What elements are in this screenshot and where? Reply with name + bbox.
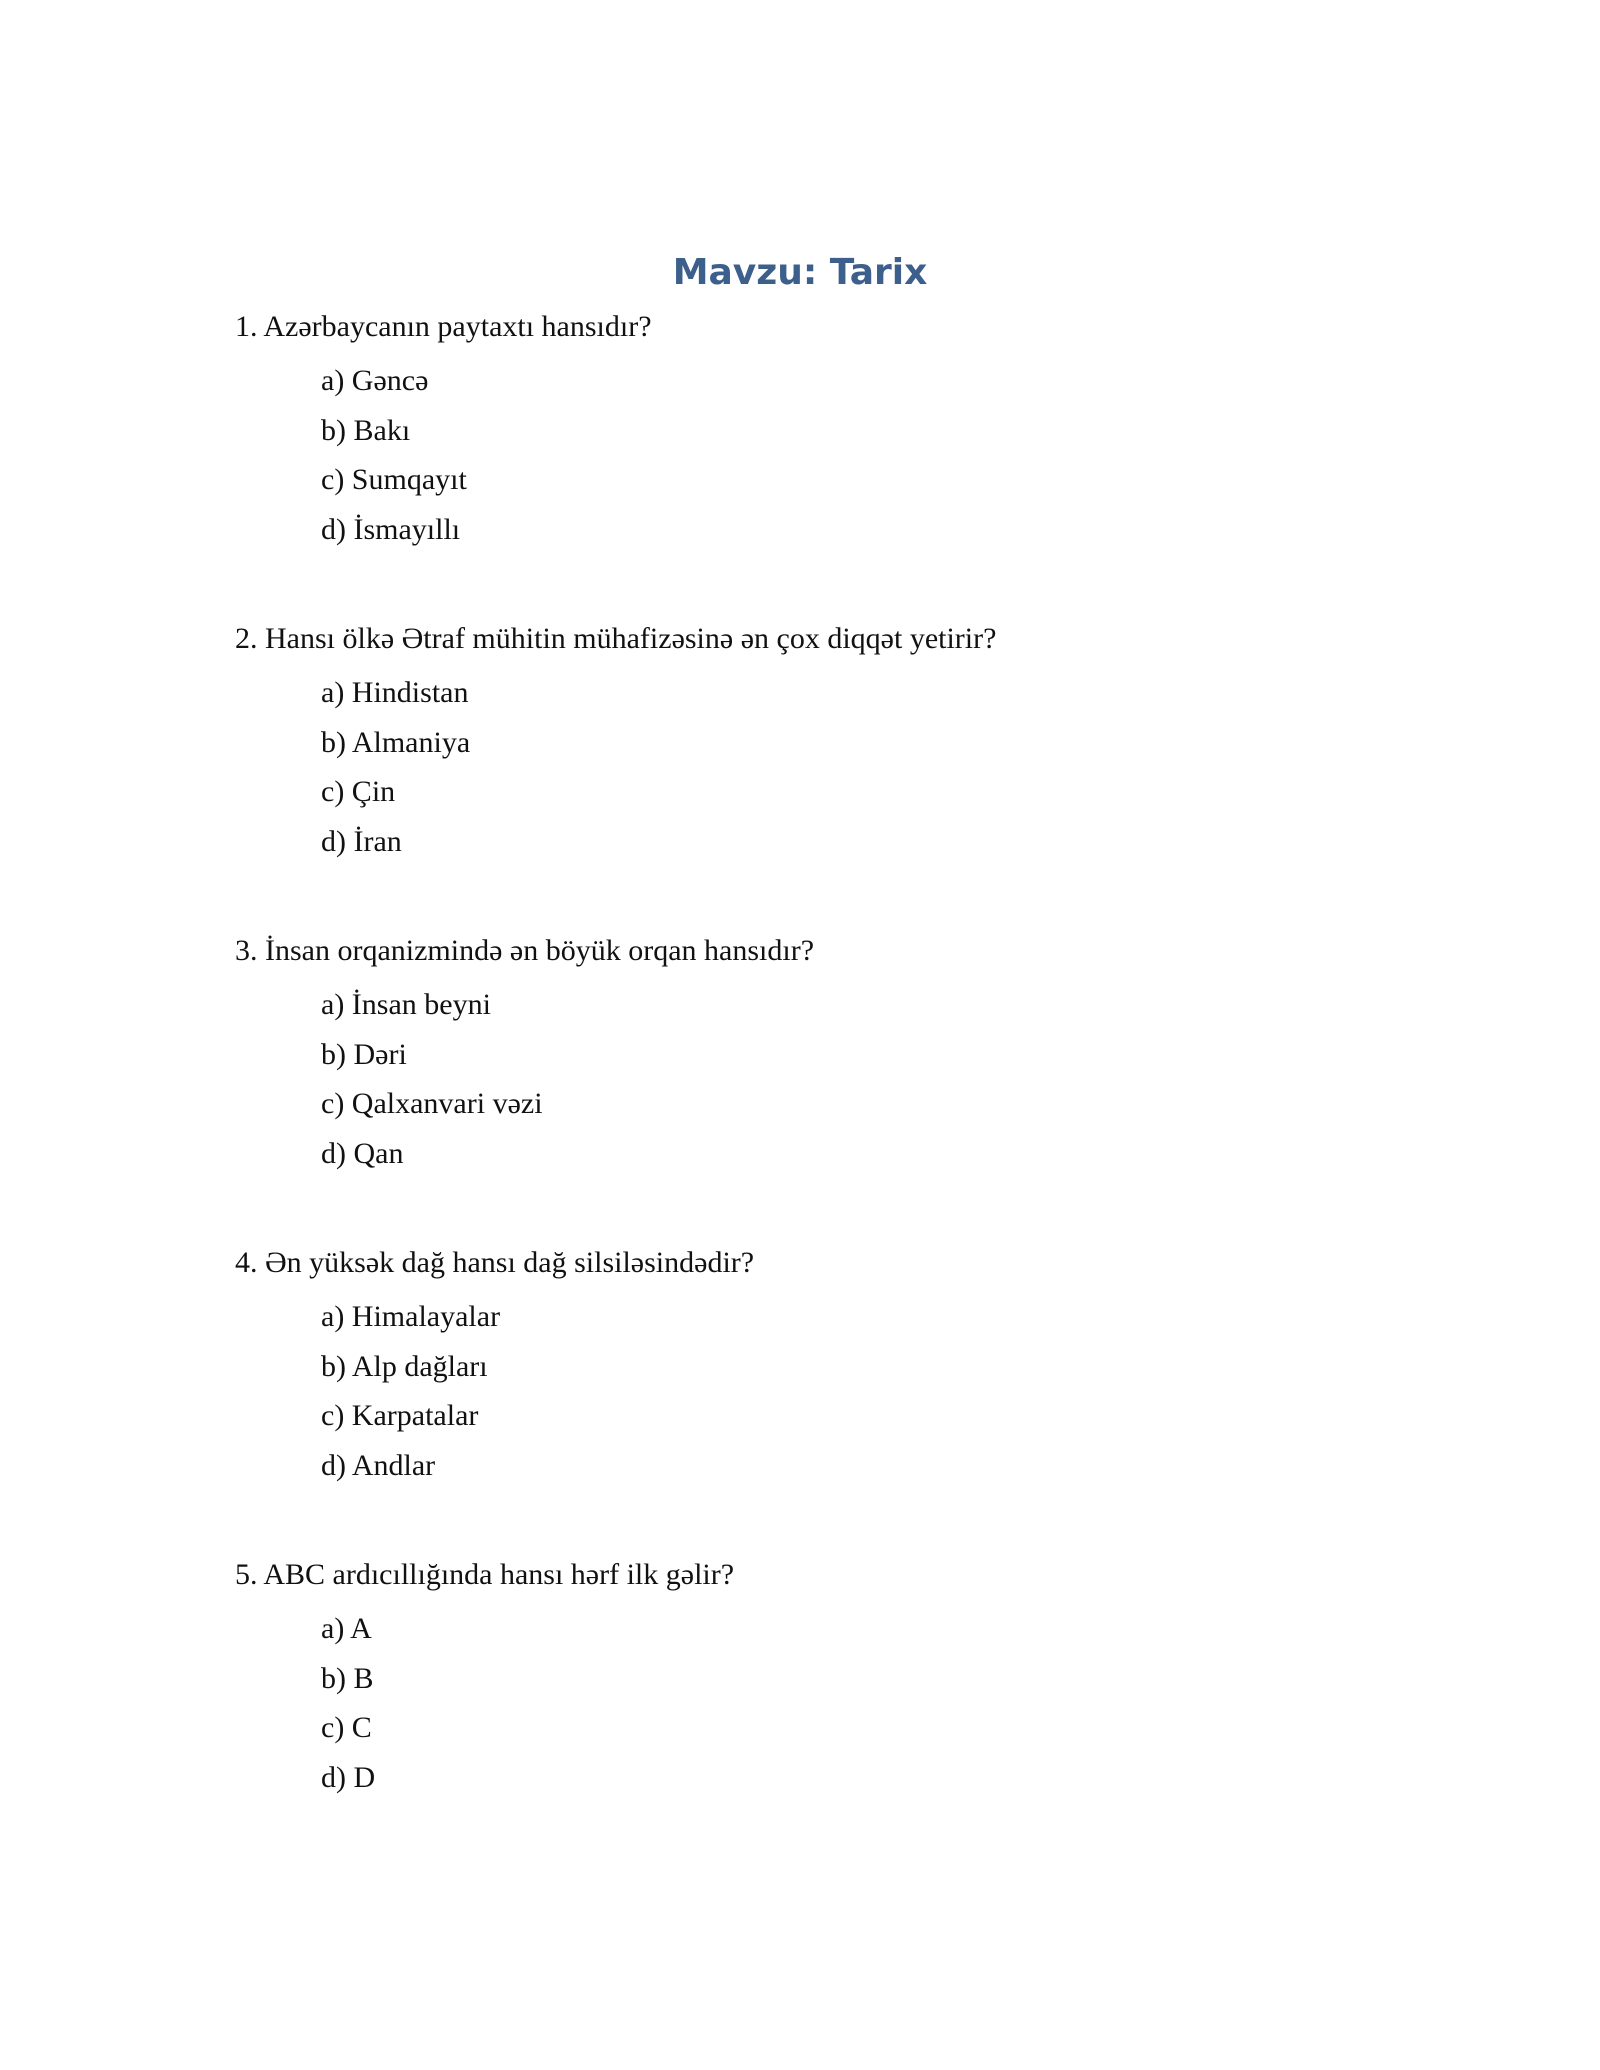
answer-option: a) Gəncə (321, 364, 429, 397)
answer-option: c) Çin (321, 775, 396, 808)
answer-option: c) Karpatalar (321, 1399, 479, 1432)
question-item (235, 306, 1435, 554)
question-item (235, 1242, 1435, 1490)
answer-option: b) Alp dağları (321, 1349, 488, 1383)
question-text: 3. İnsan orqanizmində ən böyük orqan hansıdır? (235, 934, 815, 967)
answer-options (235, 356, 1435, 554)
answer-option: a) A (321, 1612, 372, 1645)
answer-option: a) İnsan beyni (321, 988, 491, 1021)
question-list (235, 306, 1435, 1866)
answer-options (235, 1292, 1435, 1490)
answer-option: d) Andlar (321, 1448, 436, 1482)
answer-option: a) Himalayalar (321, 1300, 501, 1333)
answer-option: d) İsmayıllı (321, 512, 461, 546)
question-text: 1. Azərbaycanın paytaxtı hansıdır? (235, 310, 652, 343)
answer-option: b) Almaniya (321, 725, 471, 759)
question-text: 4. Ən yüksək dağ hansı dağ silsiləsindədir? (235, 1246, 755, 1279)
answer-option: d) D (321, 1760, 376, 1794)
question-item (235, 930, 1435, 1178)
question-item (235, 1554, 1435, 1802)
answer-option: c) C (321, 1711, 372, 1744)
answer-option: a) Hindistan (321, 676, 469, 709)
answer-option: d) Qan (321, 1136, 404, 1170)
answer-option: c) Qalxanvari vəzi (321, 1087, 543, 1120)
answer-option: c) Sumqayıt (321, 463, 467, 496)
answer-options (235, 668, 1435, 866)
document-title: Mavzu: Tarix (672, 252, 928, 293)
answer-option: b) B (321, 1661, 374, 1695)
question-text: 5. ABC ardıcıllığında hansı hərf ilk gəlir? (235, 1558, 735, 1591)
answer-options (235, 980, 1435, 1178)
answer-options (235, 1604, 1435, 1802)
question-item (235, 618, 1435, 866)
answer-option: b) Dəri (321, 1037, 407, 1071)
answer-option: d) İran (321, 824, 402, 858)
answer-option: b) Bakı (321, 413, 411, 447)
question-text: 2. Hansı ölkə Ətraf mühitin mühafizəsinə ən çox diqqət yetirir? (235, 622, 997, 655)
